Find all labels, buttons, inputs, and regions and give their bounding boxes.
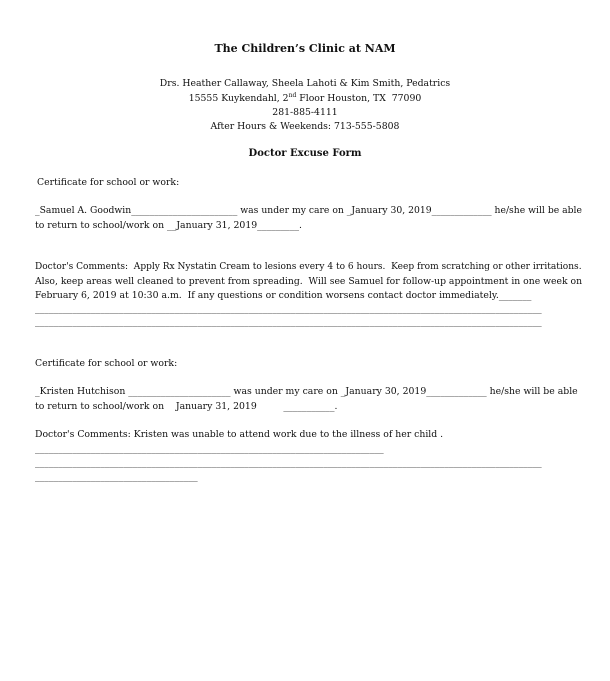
certificate-2-comments-line: ___________________________________ — [35, 471, 198, 482]
certificate-1-comments-line: Also, keep areas well cleaned to prevent from spreading. Will see Samuel for follow-up appointment in one week on — [35, 276, 583, 287]
certificate-2-comments-line: _____________________________________________________________________________________________________________ — [35, 457, 542, 468]
form-title: Doctor Excuse Form — [248, 148, 362, 159]
certificate-2-return-line: to return to school/work on January 31, 2019 ___________. — [35, 401, 338, 412]
address-city: Floor Houston, TX 77090 — [296, 93, 422, 104]
certificate-1-comments-line: February 6, 2019 at 10:30 a.m. If any questions or condition worsens contact doctor immediately._______ — [35, 290, 532, 301]
address-floor-suffix: nd — [288, 91, 297, 99]
certificate-1-patient-line: _Samuel A. Goodwin_______________________ was under my care on _January 30, 2019_____________ he/she will be able — [35, 205, 582, 216]
certificate-1-comments-line: Doctor's Comments: Apply Rx Nystatin Cream to lesions every 4 to 6 hours. Keep from scratching or other irritations. — [35, 261, 582, 272]
clinic-name: The Children’s Clinic at NAM — [214, 42, 396, 55]
clinic-phone: 281-885-4111 — [272, 107, 338, 118]
clinic-after-hours: After Hours & Weekends: 713-555-5808 — [210, 121, 400, 132]
certificate-1-return-line: to return to school/work on __January 31, 2019_________. — [35, 220, 302, 231]
certificate-2-patient-line: _Kristen Hutchison ______________________ was under my care on _January 30, 2019_____________ he/she will be able — [35, 386, 578, 397]
certificate-2-comments-line: Doctor's Comments: Kristen was unable to attend work due to the illness of her child . — [35, 429, 444, 440]
clinic-doctors: Drs. Heather Callaway, Sheela Lahoti & Kim Smith, Pedatrics — [159, 78, 451, 89]
address-street: 15555 Kuykendahl, 2 — [188, 93, 289, 104]
certificate-2-heading: Certificate for school or work: — [35, 358, 178, 369]
certificate-1-comments-line: _____________________________________________________________________________________________________________ — [35, 316, 542, 327]
certificate-1-heading: Certificate for school or work: — [37, 177, 180, 188]
certificate-1-comments-line: _____________________________________________________________________________________________________________ — [35, 303, 542, 314]
certificate-2-comments-line: ___________________________________________________________________________ — [35, 443, 384, 454]
clinic-address — [0, 93, 610, 104]
